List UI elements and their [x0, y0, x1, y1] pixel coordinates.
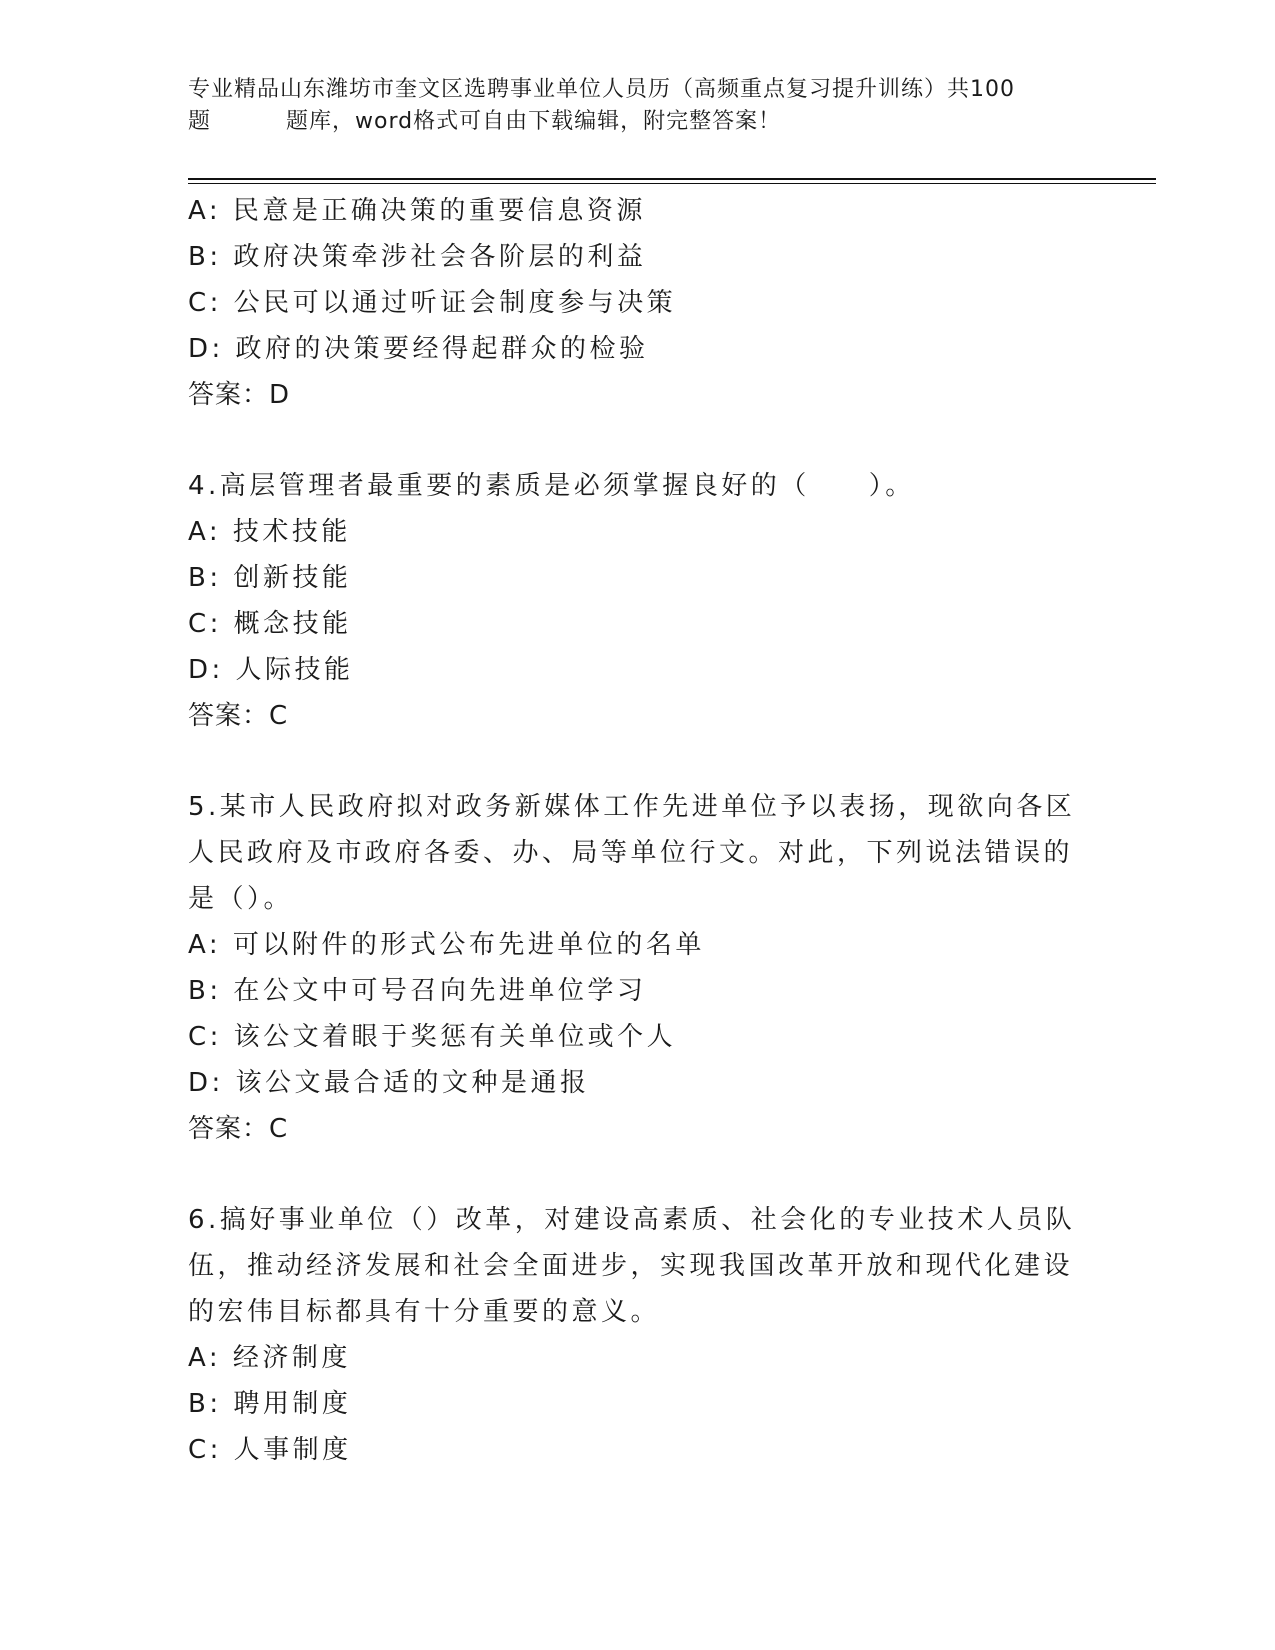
- question-text-line-2: 人民政府及市政府各委、办、局等单位行文。对此，下列说法错误的: [188, 838, 1074, 868]
- question-5-block: [188, 784, 1076, 1152]
- question-6-block: [188, 1197, 1076, 1473]
- question-text: 4.高层管理者最重要的素质是必须掌握良好的（ ）。: [188, 471, 915, 501]
- option-c: C: 公民可以通过听证会制度参与决策: [188, 288, 677, 318]
- option-b: B: 聘用制度: [188, 1389, 352, 1419]
- option-d: D: 该公文最合适的文种是通报: [188, 1068, 590, 1098]
- option-a: A: 民意是正确决策的重要信息资源: [188, 196, 646, 226]
- header-divider-thin: [188, 183, 1156, 184]
- option-c: C: 人事制度: [188, 1435, 352, 1465]
- question-3-block: [188, 188, 1068, 418]
- question-text-line-3: 是（）。: [188, 884, 294, 914]
- spacer: [188, 1152, 1068, 1197]
- question-text-line-2: 伍，推动经济发展和社会全面进步，实现我国改革开放和现代化建设: [188, 1251, 1074, 1281]
- answer: 答案：D: [188, 380, 291, 410]
- option-d: D: 政府的决策要经得起群众的检验: [188, 334, 649, 364]
- header-title-subtitle: 题库，word格式可自由下载编辑，附完整答案！: [286, 109, 782, 134]
- option-c: C: 该公文着眼于奖惩有关单位或个人: [188, 1022, 677, 1052]
- question-4-block: [188, 463, 1068, 739]
- option-a: A: 可以附件的形式公布先进单位的名单: [188, 930, 705, 960]
- header-title-line-1: 专业精品山东潍坊市奎文区选聘事业单位人员历（高频重点复习提升训练）共100: [188, 77, 1015, 102]
- answer: 答案：C: [188, 701, 289, 731]
- document-body: [188, 188, 1076, 1473]
- option-b: B: 在公文中可号召向先进单位学习: [188, 976, 647, 1006]
- option-d: D: 人际技能: [188, 655, 354, 685]
- header-divider-thick: [188, 178, 1156, 180]
- header-title-fragment: 题: [188, 109, 212, 134]
- question-text-line-1: 6.搞好事业单位（）改革，对建设高素质、社会化的专业技术人员队: [188, 1205, 1076, 1235]
- answer: 答案：C: [188, 1114, 289, 1144]
- option-b: B: 创新技能: [188, 563, 352, 593]
- document-header: [188, 74, 1088, 138]
- option-a: A: 经济制度: [188, 1343, 351, 1373]
- option-c: C: 概念技能: [188, 609, 352, 639]
- option-b: B: 政府决策牵涉社会各阶层的利益: [188, 242, 647, 272]
- question-text-line-3: 的宏伟目标都具有十分重要的意义。: [188, 1297, 661, 1327]
- option-a: A: 技术技能: [188, 517, 351, 547]
- spacer: [188, 418, 1068, 463]
- question-text-line-1: 5.某市人民政府拟对政务新媒体工作先进单位予以表扬，现欲向各区: [188, 792, 1076, 822]
- spacer: [188, 739, 1068, 784]
- header-title-line-2: [188, 106, 1088, 138]
